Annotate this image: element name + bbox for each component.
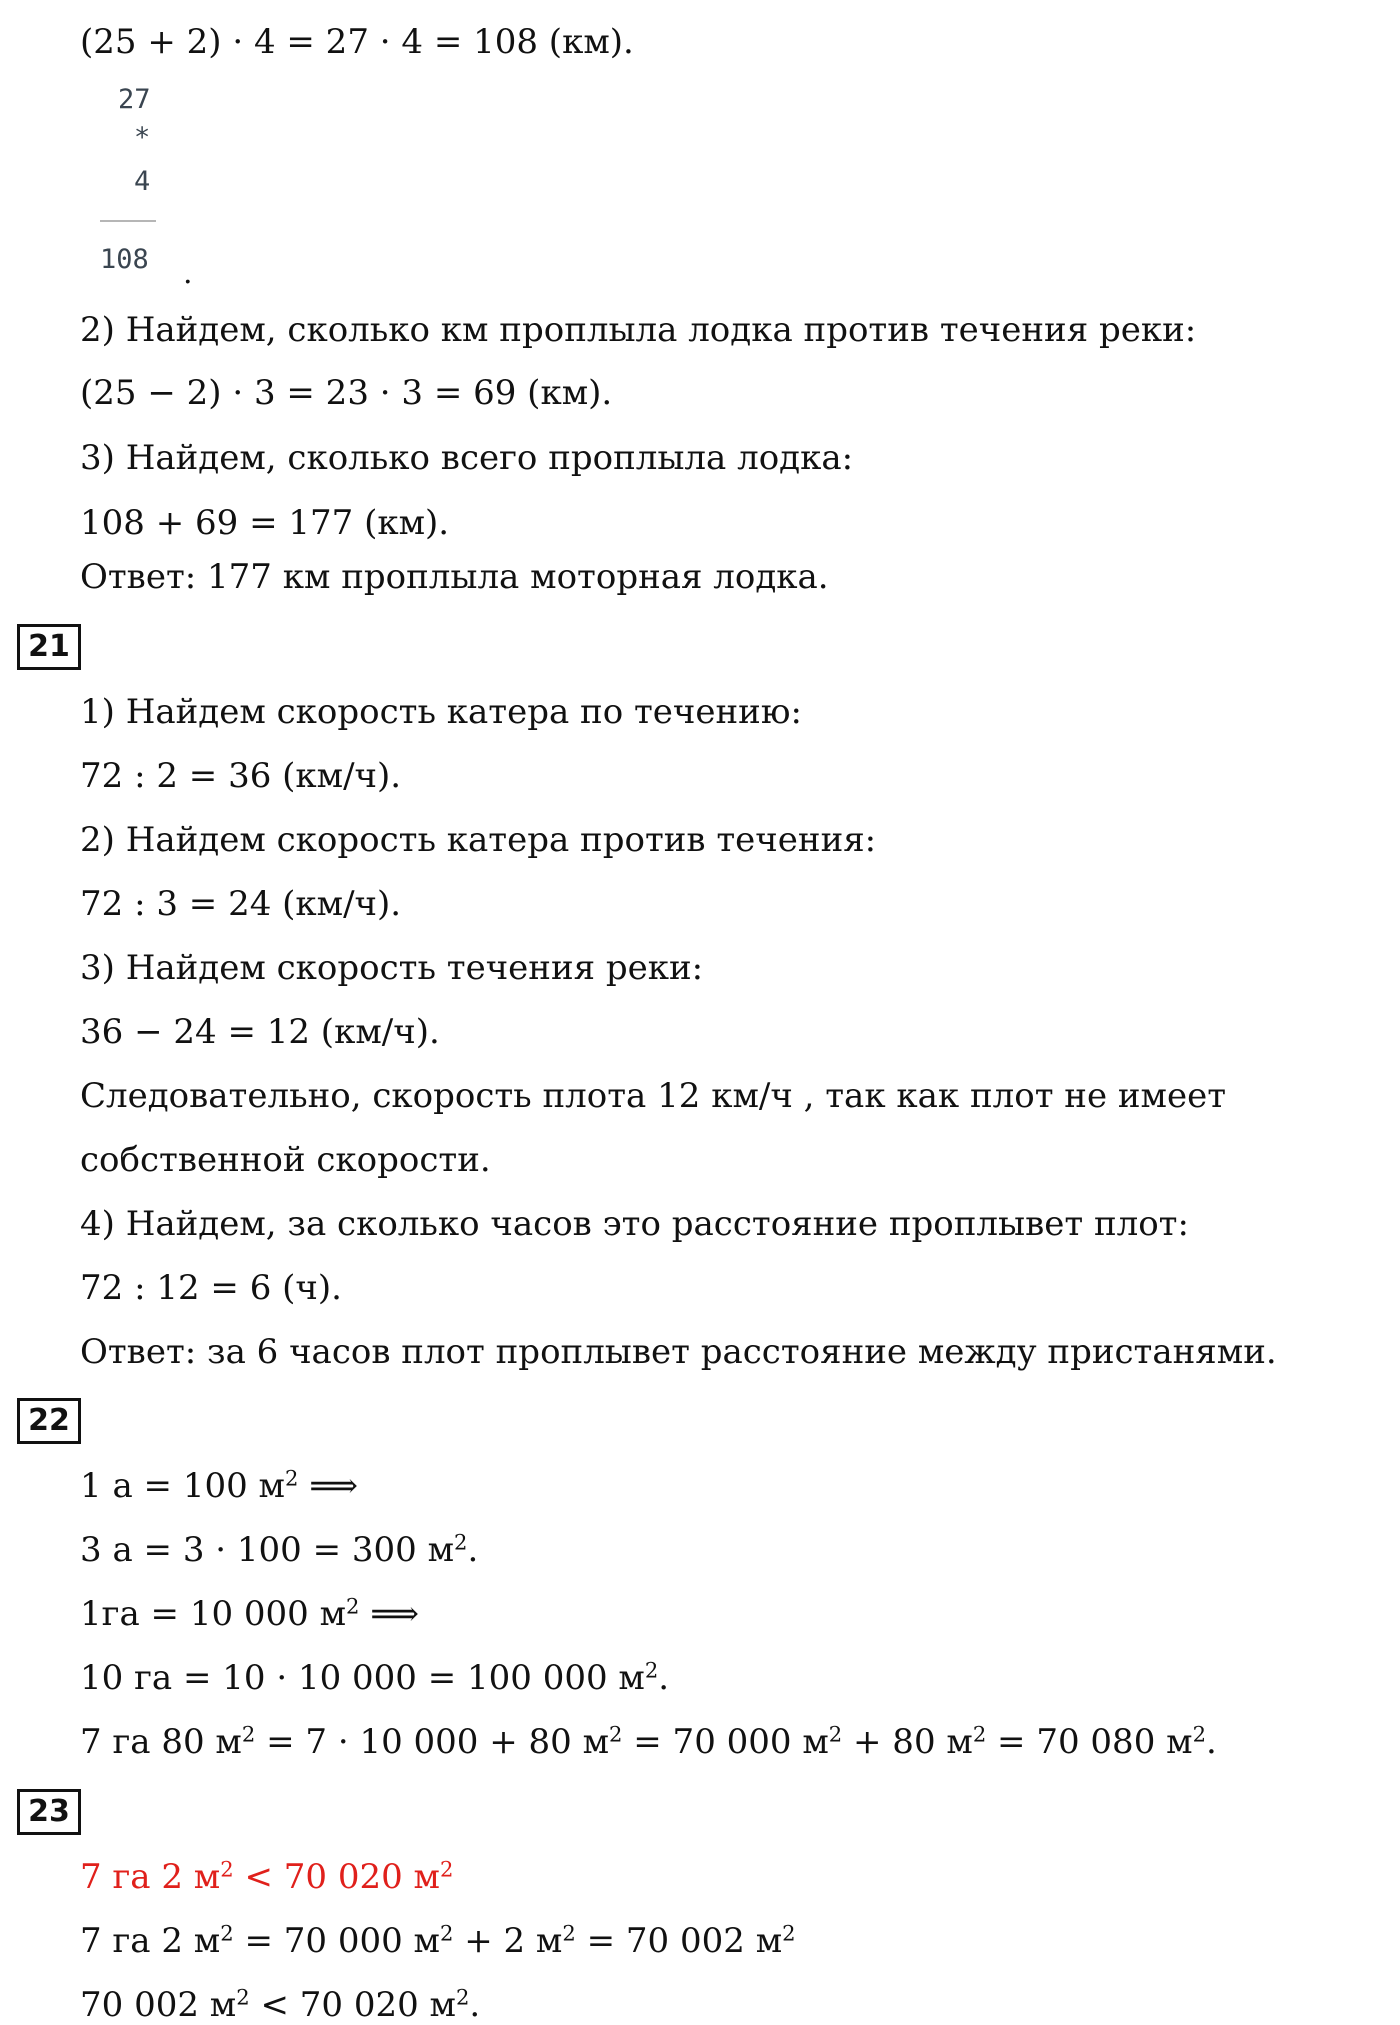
- calc-line: (25 + 2) · 4 = 27 · 4 = 108 (км).: [80, 22, 634, 62]
- answer-line: Ответ: 177 км проплыла моторная лодка.: [80, 557, 829, 597]
- task-number-box: 23: [17, 1789, 81, 1835]
- task-22-line: 10 га = 10 · 10 000 = 100 000 $м^2$.: [80, 1657, 670, 1698]
- task-number-box: 21: [17, 624, 81, 670]
- task-21-line: 1) Найдем скорость катера по течению:: [80, 692, 802, 732]
- task-21-line: 3) Найдем скорость течения реки:: [80, 948, 704, 988]
- column-mult-result: 108: [100, 244, 149, 275]
- task-22-line: 1 а = 100 $м^2$ ⟹: [80, 1465, 358, 1506]
- task-21-answer: Ответ: за 6 часов плот проплывет расстояние между пристанями.: [80, 1332, 1277, 1372]
- task-23-line: 70 002 $м^2 < 70$ 020 $м^2$.: [80, 1984, 481, 2025]
- task-22-line: 7 га 80 $м^2 = 7 \cdot 10$ 000 + 80 $м^2 = 70$ 000 $м^2 + 80$ $м^2 = 70$ 080 $м^2$.: [80, 1721, 1217, 1762]
- task-21-line: Следовательно, скорость плота 12 км/ч , так как плот не имеет: [80, 1076, 1227, 1116]
- task-22-line: 1га = 10 000 $м^2$ ⟹: [80, 1593, 420, 1634]
- task-21-line: 36 − 24 = 12 (км/ч).: [80, 1012, 440, 1052]
- task-21-line: 4) Найдем, за сколько часов это расстояние проплывет плот:: [80, 1204, 1189, 1244]
- task-23-line: 7 га 2 $м^2 = 70$ 000 $м^2 + 2$ $м^2 = 70$ 002 $м^2$: [80, 1920, 796, 1961]
- column-mult-rule: [100, 220, 156, 222]
- task-21-line: собственной скорости.: [80, 1140, 491, 1180]
- step-2-text: 2) Найдем, сколько км проплыла лодка против течения реки:: [80, 310, 1197, 350]
- task-21-line: 72 : 3 = 24 (км/ч).: [80, 884, 402, 924]
- task-21-line: 72 : 12 = 6 (ч).: [80, 1268, 342, 1308]
- column-mult-operand-b: 4: [134, 166, 151, 197]
- trailing-dot: .: [183, 256, 193, 291]
- task-21-line: 72 : 2 = 36 (км/ч).: [80, 756, 402, 796]
- step-3-text: 3) Найдем, сколько всего проплыла лодка:: [80, 438, 854, 478]
- task-21-line: 2) Найдем скорость катера против течения:: [80, 820, 877, 860]
- column-mult-operator: *: [134, 122, 151, 153]
- task-23-highlighted-line: 7 га 2 $м^2 < 70$ 020 $м^2$: [80, 1856, 454, 1897]
- step-2-calc: (25 − 2) · 3 = 23 · 3 = 69 (км).: [80, 373, 613, 413]
- task-number-box: 22: [17, 1398, 81, 1444]
- step-3-calc: 108 + 69 = 177 (км).: [80, 503, 450, 543]
- task-22-line: 3 а = 3 · 100 = 300 $м^2$.: [80, 1529, 479, 1570]
- column-mult-operand-a: 27: [118, 84, 151, 115]
